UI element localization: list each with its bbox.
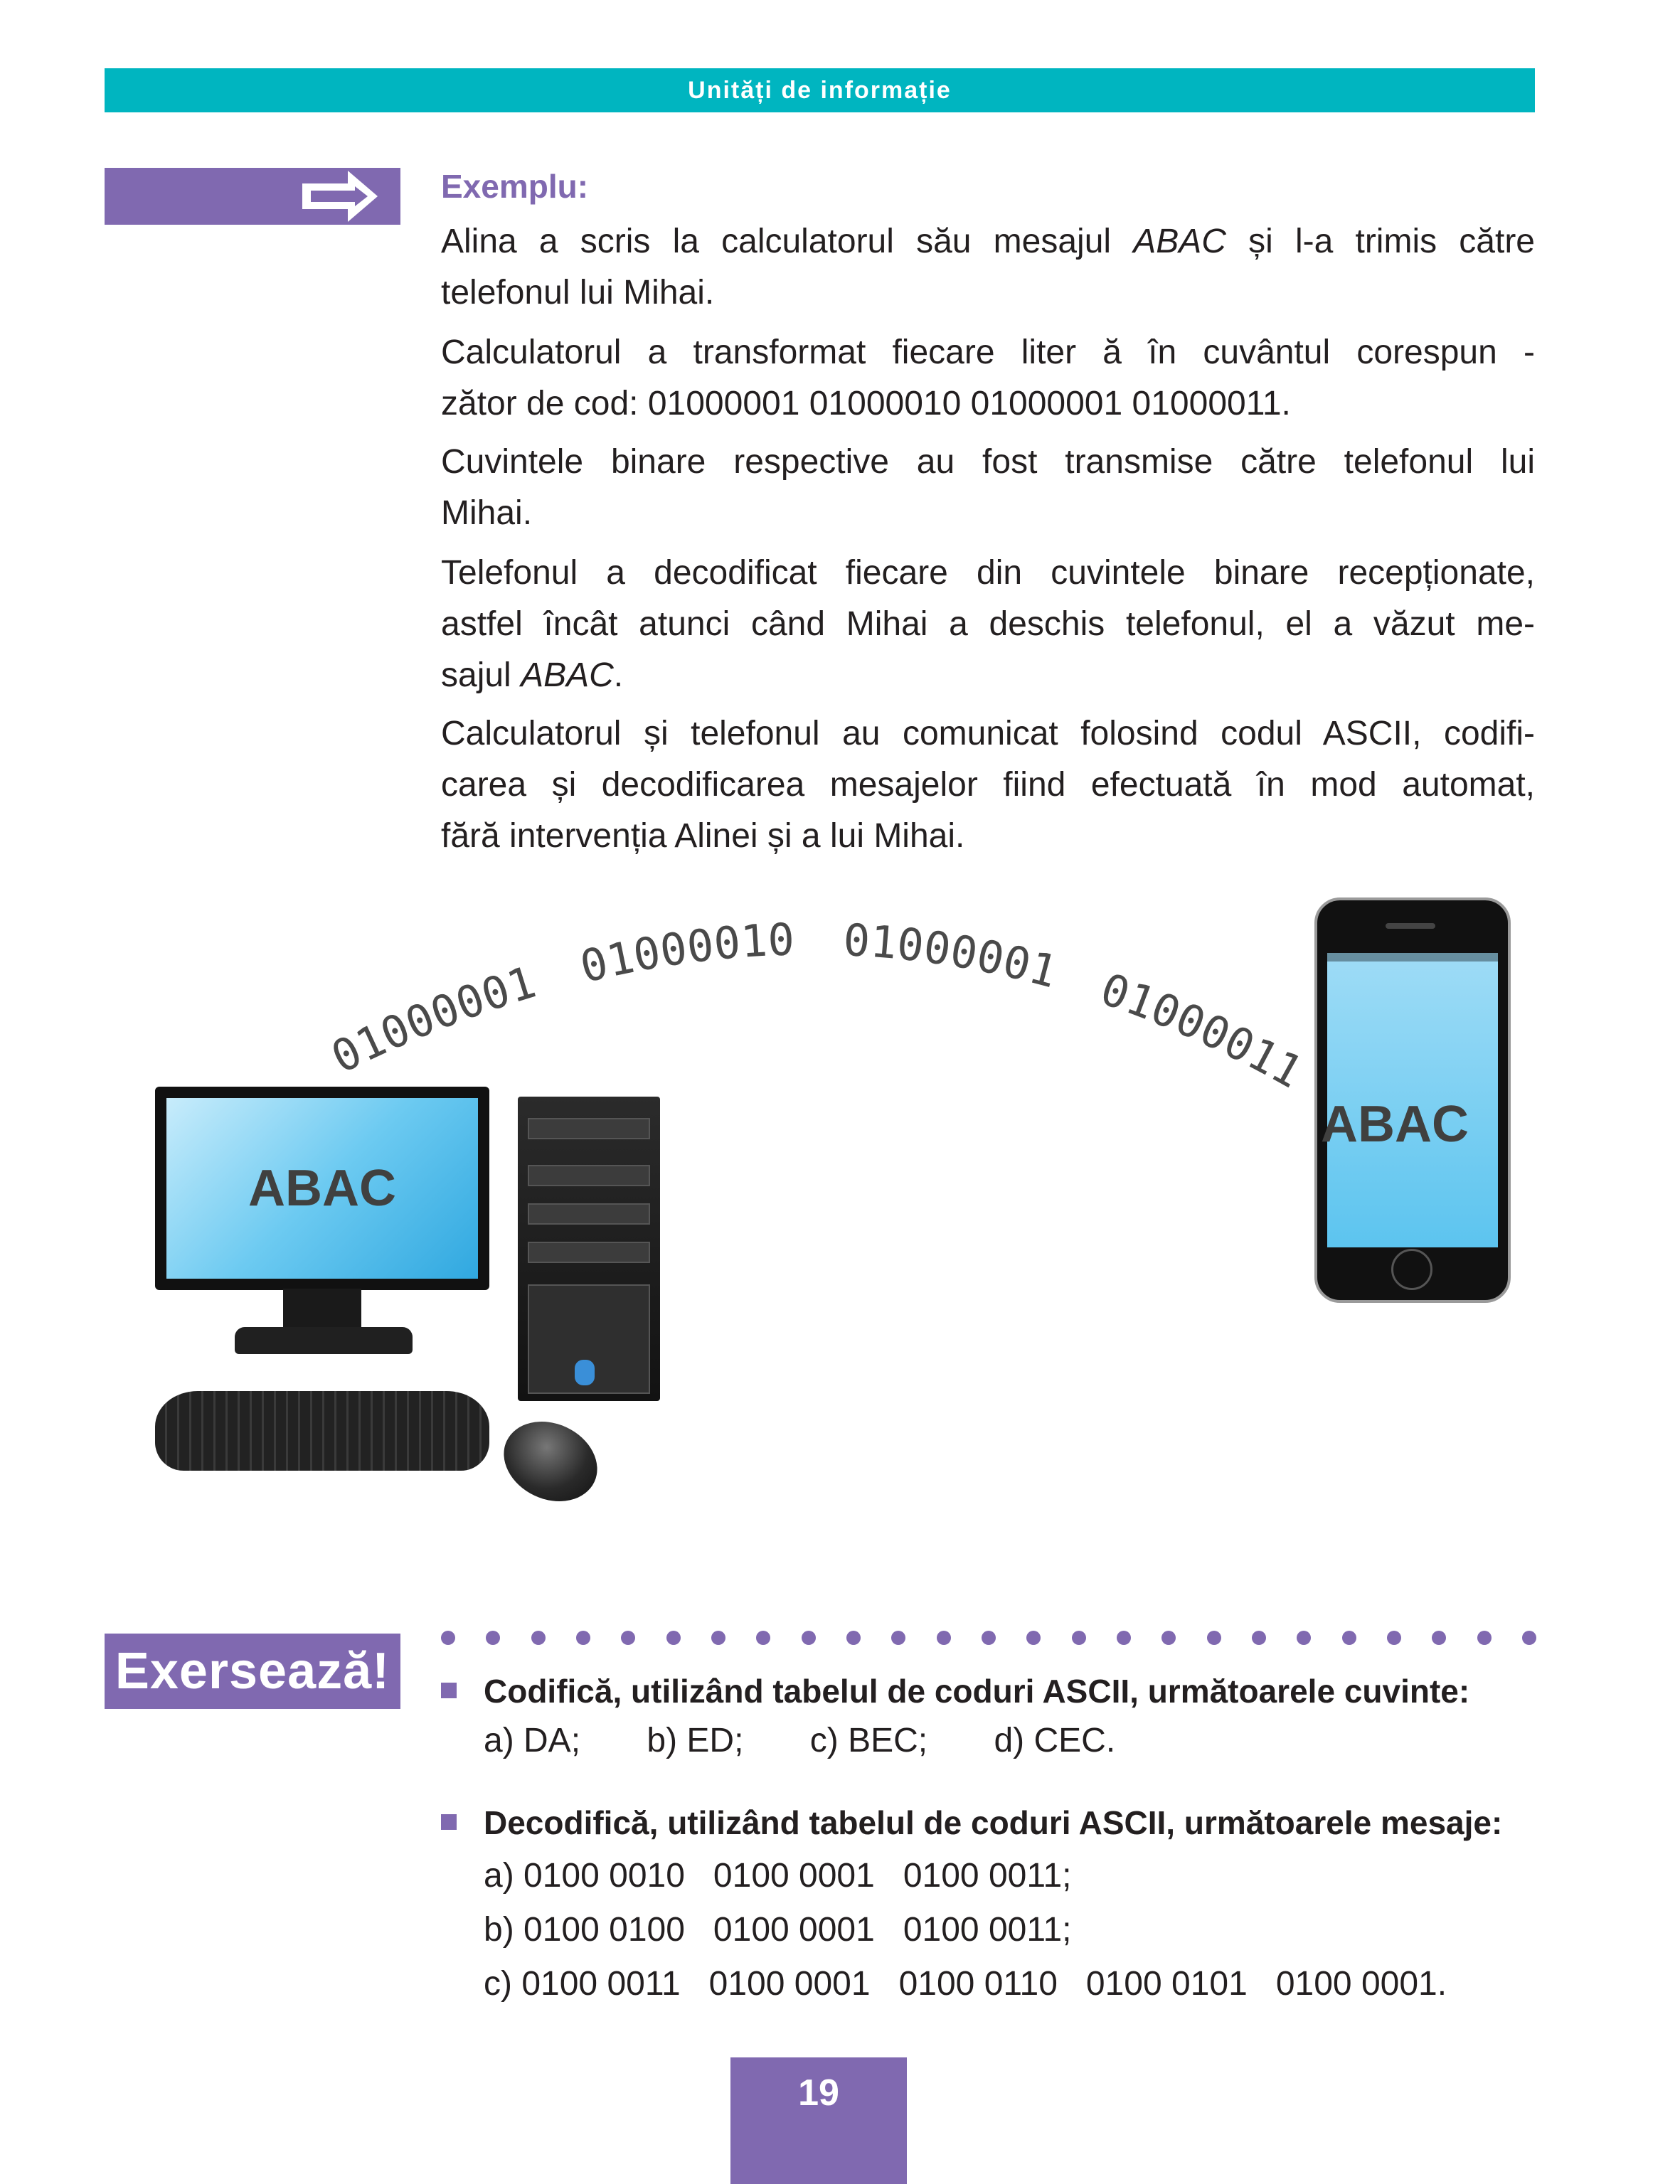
bullet-square-icon bbox=[441, 1683, 457, 1698]
task-1-title: Codifică, utilizând tabelul de coduri ASCII, următoarele cuvinte: bbox=[484, 1673, 1470, 1710]
paragraph-1 bbox=[441, 216, 1535, 319]
task-2-line: c) 0100 0011 0100 0001 0100 0110 0100 0101 0100 0001. bbox=[484, 1965, 1447, 2003]
power-button-icon bbox=[575, 1360, 595, 1385]
paragraph-line: sajul ABAC. bbox=[441, 656, 624, 694]
example-tab bbox=[105, 168, 400, 225]
drive-bay bbox=[528, 1118, 650, 1139]
monitor-screen bbox=[166, 1098, 478, 1279]
page-number-tab bbox=[730, 2057, 907, 2184]
drive-bay bbox=[528, 1165, 650, 1186]
paragraph-line: Calculatorul și telefonul au comunicat folosind codul ASCII, codifi- bbox=[441, 715, 1535, 752]
paragraph-line: fără intervenția Alinei și a lui Mihai. bbox=[441, 817, 965, 855]
paragraph-line: Calculatorul a transformat fiecare liter ă în cuvântul corespun - bbox=[441, 334, 1535, 371]
monitor-base bbox=[235, 1327, 413, 1354]
binary-word: 01000001 bbox=[323, 955, 542, 1084]
binary-words-text bbox=[324, 913, 1312, 1098]
phone-screen-text: ABAC bbox=[1321, 1096, 1469, 1153]
mouse bbox=[491, 1407, 610, 1516]
paragraph-line: Cuvintele binare respective au fost transmise către telefonul lui bbox=[441, 443, 1535, 481]
monitor-stand bbox=[283, 1289, 361, 1331]
dotted-separator bbox=[441, 1631, 1536, 1648]
drive-bay bbox=[528, 1203, 650, 1225]
paragraph-line: astfel încât atunci când Mihai a deschis telefonul, el a văzut me- bbox=[441, 605, 1535, 643]
monitor bbox=[155, 1087, 489, 1290]
binary-word: 01000010 bbox=[575, 913, 795, 994]
drive-bay bbox=[528, 1242, 650, 1263]
example-heading: Exemplu: bbox=[441, 168, 589, 205]
exercise-title: Exersează! bbox=[115, 1643, 390, 1700]
phone-screen bbox=[1321, 953, 1498, 1247]
task-2-title: Decodifică, utilizând tabelul de coduri ASCII, următoarele mesaje: bbox=[484, 1804, 1503, 1841]
paragraph-5 bbox=[441, 708, 1535, 862]
paragraph-4 bbox=[441, 548, 1535, 701]
home-button-icon bbox=[1391, 1249, 1432, 1290]
phone bbox=[1314, 897, 1511, 1303]
computer-screen-text: ABAC bbox=[248, 1160, 396, 1217]
paragraph-3 bbox=[441, 437, 1535, 539]
paragraph-line: carea și decodificarea mesajelor fiind efectuată în mod automat, bbox=[441, 766, 1535, 804]
task-2-line: a) 0100 0010 0100 0001 0100 0011; bbox=[484, 1857, 1072, 1895]
paragraph-line: zător de cod: 01000001 01000010 01000001 01000011. bbox=[441, 385, 1291, 422]
paragraph-2 bbox=[441, 327, 1535, 430]
header-title: Unități de informație bbox=[688, 77, 952, 104]
exercise-tab bbox=[105, 1634, 400, 1709]
task-1-line: a) DA; b) ED; c) BEC; d) CEC. bbox=[484, 1722, 1116, 1759]
paragraph-line: telefonul lui Mihai. bbox=[441, 274, 715, 311]
keyboard bbox=[155, 1391, 489, 1471]
paragraph-line: Telefonul a decodificat fiecare din cuvintele binare recepționate, bbox=[441, 554, 1535, 592]
paragraph-line: Mihai. bbox=[441, 494, 533, 532]
paragraph-line: Alina a scris la calculatorul său mesajul ABAC și l-a trimis către bbox=[441, 223, 1535, 260]
bullet-square-icon bbox=[441, 1814, 457, 1830]
phone-speaker bbox=[1386, 923, 1435, 929]
binary-word: 01000001 bbox=[841, 913, 1063, 998]
header-bar bbox=[105, 68, 1535, 112]
phone-status-bar bbox=[1327, 953, 1498, 962]
arrow-right-icon bbox=[297, 168, 389, 225]
page-number: 19 bbox=[798, 2072, 839, 2114]
binary-word: 01000011 bbox=[1094, 962, 1312, 1099]
task-2-line: b) 0100 0100 0100 0001 0100 0011; bbox=[484, 1911, 1072, 1949]
computer-tower bbox=[518, 1097, 660, 1401]
